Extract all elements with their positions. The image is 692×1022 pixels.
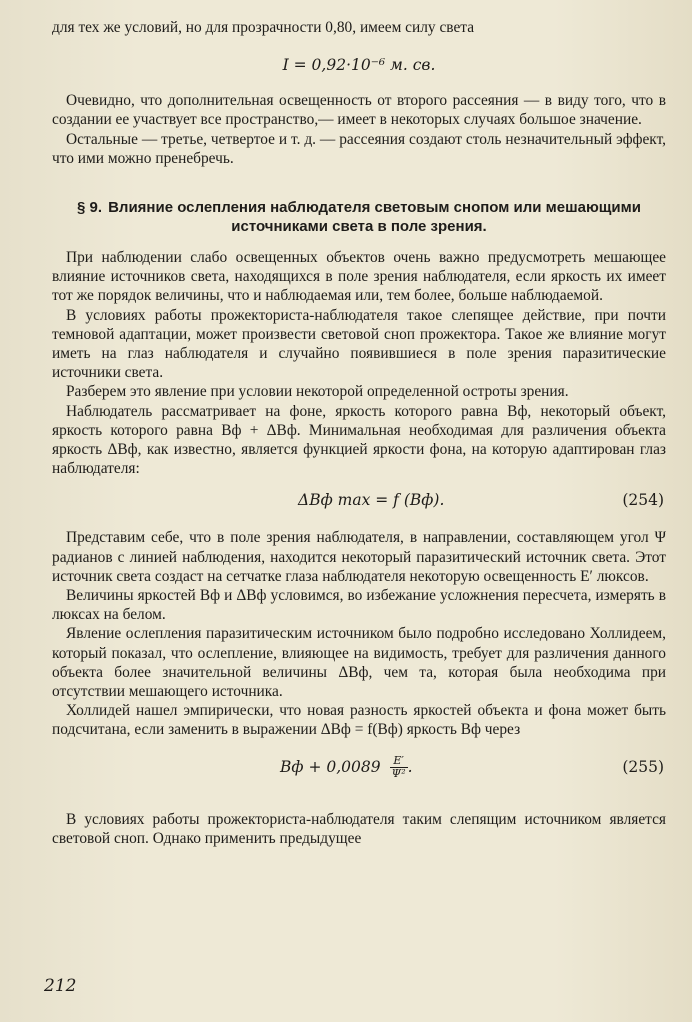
formula-254 [52,486,666,514]
formula-light-intensity: I = 0,92·10⁻⁶ м. св. [282,56,436,75]
paragraph: Остальные — третье, четвертое и т. д. — рассеяния создают столь незначительный эффект, что ими можно пренебречь. [52,130,666,167]
fraction-numerator: E′ [390,755,408,768]
formula-255: Bф + 0,0089 $\frac{E'}{\text{Ψ²}}$ . (255) [52,750,666,784]
equation-number-254: (254) [622,491,664,510]
paragraph: Холлидей нашел эмпирически, что новая разность яркостей объекта и фона может быть подсчитана, если заменить в выражении ΔBф = f(Bф) яркость Bф через [52,702,666,739]
paragraph: Представим себе, что в поле зрения наблюдателя, в направлении, составляющем угол Ψ радианов с линией наблюдения, находится некоторый паразитический источник света. Этот источник света создаст на сетчатке глаза наблюдателя некоторую освещенность E′ люксов. [52,529,666,585]
paragraph: Величины яркостей Bф и ΔBф условимся, во избежание усложнения пересчета, измерять в люксах на белом. [52,587,666,624]
paragraph: При наблюдении слабо освещенных объектов очень важно предусмотреть мешающее влияние источников света, находящихся в поле зрения наблюдателя, если яркость их имеет тот же порядок величины, что и наблюдаемая или, тем более, больше наблюдаемой. [52,249,666,305]
section-heading [52,198,666,236]
equation-number-255: (255) [622,757,664,776]
paragraph: Явление ослепления паразитическим источником было подробно исследовано Холлидеем, который показал, что ослепление, влияющее на видимость, требует для различения данного объекта более значительной величины ΔBф, чем та, которая была необходима при отсутствии мешающего источника. [52,625,666,701]
formula-254-body: ΔBф max = f (Bф). [298,491,445,510]
paragraph: В условиях работы прожекториста-наблюдателя таким слепящим источником является световой сноп. Однако применить предыдущее [52,810,666,847]
page-number: 212 [44,976,77,996]
page-body [52,18,666,848]
paragraph: В условиях работы прожекториста-наблюдателя такое слепящее действие, при почти темновой адаптации, может произвести световой сноп прожектора. Такое же влияние могут иметь на глаз наблюдателя и случайно появившиеся в поле зрения паразитические источники света. [52,306,666,382]
fraction-denominator: Ψ² [391,767,406,781]
paragraph: для тех же условий, но для прозрачности 0,80, имеем силу света [52,19,475,36]
formula-255-body: Bф + 0,0089 [280,757,381,776]
paragraph: Очевидно, что дополнительная освещенность от второго рассеяния — в виду того, что в создании ее участвует все пространство,— имеет в некоторых случаях большое значение. [52,92,666,129]
section-title: Влияние ослепления наблюдателя световым снопом или мешающими источниками света в поле зрения. [108,199,641,236]
paragraph: Разберем это явление при условии некоторой определенной остроты зрения. [66,383,569,401]
section-number: § 9. [77,199,103,217]
formula-255-fraction [390,755,408,780]
paragraph: Наблюдатель рассматривает на фоне, яркость которого равна Bф, некоторый объект, яркость которого равна Bф + ΔBф. Минимальная необходимая для различения объекта яркость ΔBф, как известно, является функцией яркости фона, на которую адаптирован глаз наблюдателя: [52,402,666,478]
